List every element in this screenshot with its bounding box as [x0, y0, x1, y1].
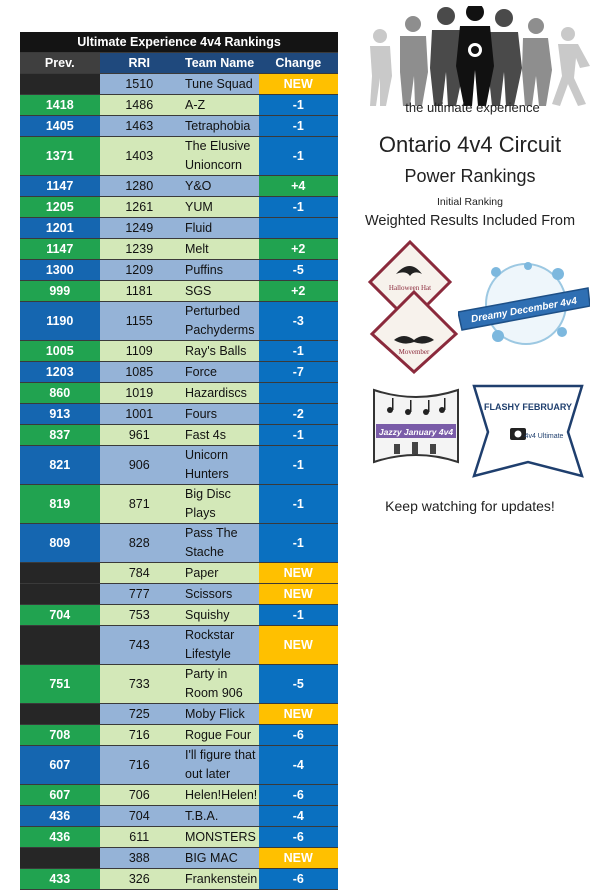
prev-rank-cell: 821 [20, 446, 100, 485]
rri-cell: 733 [100, 665, 180, 704]
rri-cell: 1181 [100, 281, 180, 302]
ultimate-experience-logo [358, 6, 593, 108]
team-name-cell: YUM [179, 197, 259, 218]
change-cell: NEW [259, 704, 339, 725]
prev-rank-cell: 1418 [20, 95, 100, 116]
change-cell: -3 [259, 302, 339, 341]
team-name-cell: The Elusive Unioncorn [179, 137, 259, 176]
rri-cell: 716 [100, 725, 180, 746]
rri-cell: 828 [100, 524, 180, 563]
change-cell: -1 [259, 341, 339, 362]
rri-cell: 871 [100, 485, 180, 524]
prev-rank-cell [20, 848, 100, 869]
change-cell: -1 [259, 605, 339, 626]
prev-rank-cell: 1147 [20, 239, 100, 260]
rri-cell: 1155 [100, 302, 180, 341]
table-row [20, 176, 338, 197]
prev-rank-cell: 704 [20, 605, 100, 626]
team-name-cell: Tetraphobia [179, 116, 259, 137]
flashy-badge-subtext: 4v4 Ultimate [524, 433, 564, 440]
table-row [20, 524, 338, 563]
rri-cell: 1019 [100, 383, 180, 404]
team-name-cell: Y&O [179, 176, 259, 197]
team-name-cell: Fast 4s [179, 425, 259, 446]
change-cell: -2 [259, 404, 339, 425]
prev-rank-cell: 1300 [20, 260, 100, 281]
team-name-cell: Perturbed Pachyderms [179, 302, 259, 341]
change-cell [259, 383, 339, 404]
table-row [20, 584, 338, 605]
prev-rank-cell [20, 74, 100, 95]
rri-cell: 1403 [100, 137, 180, 176]
change-cell: -1 [259, 137, 339, 176]
change-cell: -1 [259, 524, 339, 563]
prev-rank-cell: 751 [20, 665, 100, 704]
table-row [20, 383, 338, 404]
prev-rank-cell: 433 [20, 869, 100, 890]
team-name-cell: Pass The Stache [179, 524, 259, 563]
prev-rank-cell: 1371 [20, 137, 100, 176]
prev-rank-cell: 436 [20, 827, 100, 848]
rri-cell: 1261 [100, 197, 180, 218]
team-name-cell: T.B.A. [179, 806, 259, 827]
team-name-cell: Melt [179, 239, 259, 260]
rri-cell: 1249 [100, 218, 180, 239]
prev-rank-cell [20, 704, 100, 725]
weighted-results-label: Weighted Results Included From [364, 213, 576, 229]
table-row [20, 281, 338, 302]
table-row [20, 302, 338, 341]
change-cell: -4 [259, 806, 339, 827]
change-cell: -1 [259, 485, 339, 524]
table-row [20, 74, 338, 95]
change-cell: +2 [259, 281, 339, 302]
change-cell: NEW [259, 584, 339, 605]
jazzy-january-badge [368, 382, 464, 470]
rri-cell: 743 [100, 626, 180, 665]
table-row [20, 362, 338, 383]
team-name-cell: Fluid [179, 218, 259, 239]
team-name-cell: MONSTERS [179, 827, 259, 848]
flashy-february-badge [470, 380, 586, 480]
change-cell: -5 [259, 665, 339, 704]
rri-cell: 1510 [100, 74, 180, 95]
prev-rank-cell: 1203 [20, 362, 100, 383]
prev-rank-cell [20, 584, 100, 605]
prev-rank-cell: 607 [20, 785, 100, 806]
rri-cell: 961 [100, 425, 180, 446]
rri-cell: 611 [100, 827, 180, 848]
prev-rank-cell: 607 [20, 746, 100, 785]
change-cell: -1 [259, 95, 339, 116]
change-cell: -5 [259, 260, 339, 281]
prev-rank-cell: 837 [20, 425, 100, 446]
rri-cell: 706 [100, 785, 180, 806]
prev-rank-cell: 860 [20, 383, 100, 404]
movember-badge-text: Movember [398, 348, 430, 356]
table-row [20, 404, 338, 425]
keep-watching-note: Keep watching for updates! [385, 498, 555, 514]
team-name-cell: SGS [179, 281, 259, 302]
change-cell: -7 [259, 362, 339, 383]
table-row [20, 260, 338, 281]
header-rri: RRI [100, 53, 180, 74]
initial-ranking-label: Initial Ranking [437, 196, 503, 208]
team-name-cell: Scissors [179, 584, 259, 605]
change-cell: NEW [259, 848, 339, 869]
team-name-cell: A-Z [179, 95, 259, 116]
header-team-name: Team Name [179, 53, 259, 74]
table-row [20, 425, 338, 446]
prev-rank-cell: 999 [20, 281, 100, 302]
table-row [20, 239, 338, 260]
change-cell: -6 [259, 869, 339, 890]
prev-rank-cell [20, 563, 100, 584]
prev-rank-cell: 913 [20, 404, 100, 425]
table-row [20, 665, 338, 704]
team-name-cell: Tune Squad [179, 74, 259, 95]
team-name-cell: Squishy [179, 605, 259, 626]
rri-cell: 1001 [100, 404, 180, 425]
prev-rank-cell: 708 [20, 725, 100, 746]
team-name-cell: Hazardiscs [179, 383, 259, 404]
header-change: Change [259, 53, 339, 74]
table-row [20, 446, 338, 485]
table-row [20, 725, 338, 746]
halloween-movember-badge [362, 240, 462, 374]
rri-cell: 1486 [100, 95, 180, 116]
change-cell: -6 [259, 827, 339, 848]
rankings-table [20, 32, 338, 890]
table-row [20, 785, 338, 806]
change-cell: -1 [259, 425, 339, 446]
prev-rank-cell: 819 [20, 485, 100, 524]
change-cell: +4 [259, 176, 339, 197]
prev-rank-cell: 1147 [20, 176, 100, 197]
team-name-cell: Paper [179, 563, 259, 584]
rri-cell: 326 [100, 869, 180, 890]
change-cell: +2 [259, 239, 339, 260]
team-name-cell: Helen!Helen! [179, 785, 259, 806]
team-name-cell: BIG MAC [179, 848, 259, 869]
table-row [20, 746, 338, 785]
rri-cell: 1280 [100, 176, 180, 197]
team-name-cell: Moby Flick [179, 704, 259, 725]
change-cell: NEW [259, 626, 339, 665]
prev-rank-cell: 436 [20, 806, 100, 827]
table-title: Ultimate Experience 4v4 Rankings [20, 32, 338, 53]
table-row [20, 116, 338, 137]
table-row [20, 563, 338, 584]
team-name-cell: Force [179, 362, 259, 383]
team-name-cell: Big Disc Plays [179, 485, 259, 524]
change-cell [259, 218, 339, 239]
rri-cell: 725 [100, 704, 180, 725]
change-cell: -1 [259, 116, 339, 137]
power-rankings-heading: Power Rankings [404, 166, 536, 186]
change-cell: -4 [259, 746, 339, 785]
change-cell: -6 [259, 725, 339, 746]
table-row [20, 605, 338, 626]
team-name-cell: Rogue Four [179, 725, 259, 746]
change-cell: NEW [259, 74, 339, 95]
logo-tagline: the ultimate experience [405, 100, 540, 115]
team-name-cell: Party in Room 906 [179, 665, 259, 704]
rri-cell: 777 [100, 584, 180, 605]
rri-cell: 704 [100, 806, 180, 827]
flashy-badge-text: FLASHY FEBRUARY [483, 402, 573, 412]
table-row [20, 848, 338, 869]
team-name-cell: Ray's Balls [179, 341, 259, 362]
rri-cell: 1109 [100, 341, 180, 362]
table-row [20, 806, 338, 827]
rri-cell: 784 [100, 563, 180, 584]
prev-rank-cell: 1205 [20, 197, 100, 218]
table-row [20, 218, 338, 239]
rri-cell: 753 [100, 605, 180, 626]
prev-rank-cell: 1201 [20, 218, 100, 239]
table-row [20, 95, 338, 116]
change-cell: -1 [259, 197, 339, 218]
table-row [20, 869, 338, 890]
team-name-cell: I'll figure that out later [179, 746, 259, 785]
dreamy-badge-text: Dreamy December 4v4 [470, 295, 578, 326]
prev-rank-cell [20, 626, 100, 665]
team-name-cell: Puffins [179, 260, 259, 281]
header-row [20, 53, 338, 74]
table-row [20, 197, 338, 218]
table-row [20, 341, 338, 362]
table-row [20, 626, 338, 665]
team-name-cell: Frankenstein [179, 869, 259, 890]
rri-cell: 1209 [100, 260, 180, 281]
header-prev: Prev. [20, 53, 100, 74]
table-row [20, 704, 338, 725]
rri-cell: 906 [100, 446, 180, 485]
jazzy-badge-text: Jazzy January 4v4 [378, 427, 454, 437]
table-row [20, 137, 338, 176]
rri-cell: 1085 [100, 362, 180, 383]
rri-cell: 1239 [100, 239, 180, 260]
halloween-badge-text: Halloween Hat [388, 284, 432, 292]
prev-rank-cell: 1005 [20, 341, 100, 362]
prev-rank-cell: 1190 [20, 302, 100, 341]
change-cell: -6 [259, 785, 339, 806]
prev-rank-cell: 809 [20, 524, 100, 563]
circuit-title: Ontario 4v4 Circuit [378, 132, 562, 157]
prev-rank-cell: 1405 [20, 116, 100, 137]
dreamy-december-badge [458, 260, 590, 348]
change-cell: NEW [259, 563, 339, 584]
rri-cell: 388 [100, 848, 180, 869]
table-row [20, 827, 338, 848]
change-cell: -1 [259, 446, 339, 485]
team-name-cell: Rockstar Lifestyle [179, 626, 259, 665]
rri-cell: 1463 [100, 116, 180, 137]
team-name-cell: Unicorn Hunters [179, 446, 259, 485]
rri-cell: 716 [100, 746, 180, 785]
table-row [20, 485, 338, 524]
team-name-cell: Fours [179, 404, 259, 425]
